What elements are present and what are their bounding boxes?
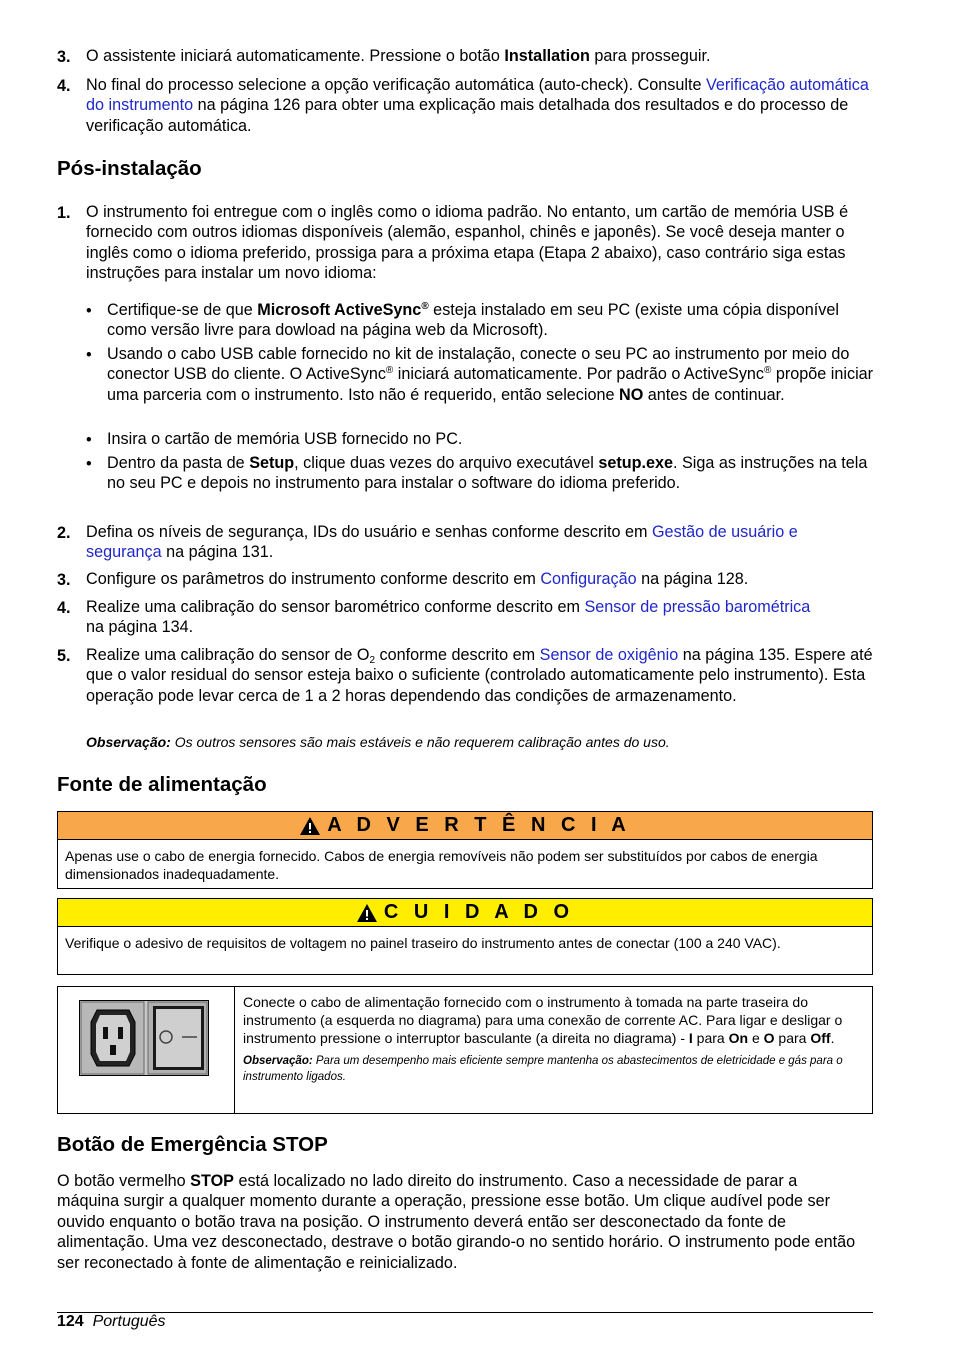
- page-footer: [57, 1313, 166, 1331]
- power-instructions-text: Conecte o cabo de alimentação fornecido com o instrumento à tomada na parte traseira do instrumento (a esquerda no diagrama) para uma conexão de corrente AC. Para ligar e desligar o instrumento pressione o interruptor basculante (a direita no diagrama) - I para On e O para Off.: [243, 994, 843, 1046]
- power-diagram-cell: [58, 987, 235, 1113]
- power-connection-table: [57, 986, 873, 1114]
- power-socket-switch-diagram: [79, 1000, 209, 1076]
- stop-paragraph: O botão vermelho STOP está localizado no lado direito do instrumento. Caso a necessidade de parar a máquina surgir a qualquer momento durante a operação, pressione esse botão. Um clique audível pode ser ouvido enquanto o botão trava na posição. O instrumento deverá então ser desconectado da fonte de alimentação. Uma vez desconectado, destrave o botão girando-o no sentido horário. O instrumento pode então ser reconectado à fonte de alimentação e reinicializado.: [57, 1172, 856, 1272]
- bullet-activesync: Certifique-se de que Microsoft ActiveSync® esteja instalado em seu PC (existe uma cópia disponível como versão livre para dowload na página web da Microsoft).: [107, 301, 839, 340]
- caution-box: [57, 898, 873, 975]
- step-number: 5.: [57, 647, 71, 665]
- footer-language: Português: [92, 1313, 166, 1330]
- warning-triangle-icon: [299, 816, 321, 836]
- warning-title: A D V E R T Ê N C I A: [327, 814, 631, 836]
- bullet: •: [86, 431, 92, 449]
- bullet-usb-card: Insira o cartão de memória USB fornecido no PC.: [107, 430, 463, 448]
- section-heading-stop: Botão de Emergência STOP: [57, 1133, 328, 1156]
- post-step-3-text: Configure os parâmetros do instrumento conforme descrito em Configuração na página 128.: [86, 570, 749, 588]
- step-number: 4.: [57, 77, 71, 95]
- link-barometric-sensor[interactable]: Sensor de pressão barométrica: [584, 598, 811, 616]
- caution-header: [58, 899, 872, 927]
- warning-box: [57, 811, 873, 889]
- post-step-1-text: O instrumento foi entregue com o inglês como o idioma padrão. No entanto, um cartão de memória USB é fornecido com outros idiomas disponíveis (alemão, espanhol, chinês e japonês). Se você deseja manter o inglês como o idioma preferido, prossiga para a próxima etapa (Etapa 2 abaixo), caso contrário siga estas instruções para instalar um novo idioma:: [86, 203, 849, 283]
- caution-triangle-icon: [356, 903, 378, 923]
- link-configuration[interactable]: Configuração: [540, 570, 637, 588]
- post-step-5-text: Realize uma calibração do sensor de $O_2$ conforme descrito em Sensor de oxigênio na página 135. Espere até que o valor residual do sensor esteja baixo o suficiente (controlado automaticamente pelo instrumento). Esta operação pode levar cerca de 1 a 2 horas dependendo das condições de armazenamento.: [86, 646, 873, 705]
- step-4-text: No final do processo selecione a opção verificação automática (auto-check). Consulte Verificação automática do instrumento na página 126 para obter uma explicação mais detalhada dos resultados e do processo de verificação automática.: [86, 76, 869, 135]
- link-oxygen-sensor[interactable]: Sensor de oxigênio: [539, 646, 679, 664]
- page-number: 124: [57, 1313, 84, 1330]
- section-heading-pos-instalacao: Pós-instalação: [57, 157, 202, 180]
- post-step-4-text: Realize uma calibração do sensor barométrico conforme descrito em Sensor de pressão barométrica na página 134.: [86, 598, 811, 637]
- link-auto-check[interactable]: Verificação automática do instrumento: [86, 76, 869, 115]
- note-sensors: Observação: Os outros sensores são mais estáveis e não requerem calibração antes do uso.: [86, 734, 670, 750]
- section-heading-fonte: Fonte de alimentação: [57, 773, 267, 796]
- step-3-text: O assistente iniciará automaticamente. Pressione o botão Installation para prosseguir.: [86, 47, 711, 65]
- warning-header: [58, 812, 872, 840]
- power-note: Observação: Para um desempenho mais eficiente sempre mantenha os abastecimentos de eletricidade e gás para o instrumento ligados.: [243, 1055, 843, 1083]
- bullet: •: [86, 455, 92, 473]
- bullet-setup: Dentro da pasta de Setup, clique duas vezes do arquivo executável setup.exe. Siga as instruções na tela no seu PC e depois no instrumento para instalar o software do idioma preferido.: [107, 454, 868, 493]
- step-number: 3.: [57, 48, 71, 66]
- footer-divider: [57, 1312, 873, 1313]
- bullet: •: [86, 346, 92, 364]
- step-number: 4.: [57, 599, 71, 617]
- post-step-2-text: Defina os níveis de segurança, IDs do usuário e senhas conforme descrito em Gestão de usuário e segurança na página 131.: [86, 523, 798, 562]
- link-user-security[interactable]: Gestão de usuário e segurança: [86, 523, 798, 562]
- warning-text: Apenas use o cabo de energia fornecido. Cabos de energia removíveis não podem ser substituídos por cabos de energia dimensionados inadequadamente.: [65, 848, 818, 882]
- bullet: •: [86, 302, 92, 320]
- step-number: 1.: [57, 204, 71, 222]
- caution-text: Verifique o adesivo de requisitos de voltagem no painel traseiro do instrumento antes de conectar (100 a 240 VAC).: [65, 935, 781, 951]
- step-number: 2.: [57, 524, 71, 542]
- step-number: 3.: [57, 571, 71, 589]
- caution-title: C U I D A D O: [383, 901, 575, 923]
- bullet-usb-cable: Usando o cabo USB cable fornecido no kit de instalação, conecte o seu PC ao instrumento por meio do conector USB do cliente. O ActiveSync® iniciará automaticamente. Por padrão o ActiveSync® propõe iniciar uma parceria com o instrumento. Isto não é requerido, então selecione NO antes de continuar.: [107, 345, 874, 404]
- power-instructions-cell: [235, 987, 872, 1113]
